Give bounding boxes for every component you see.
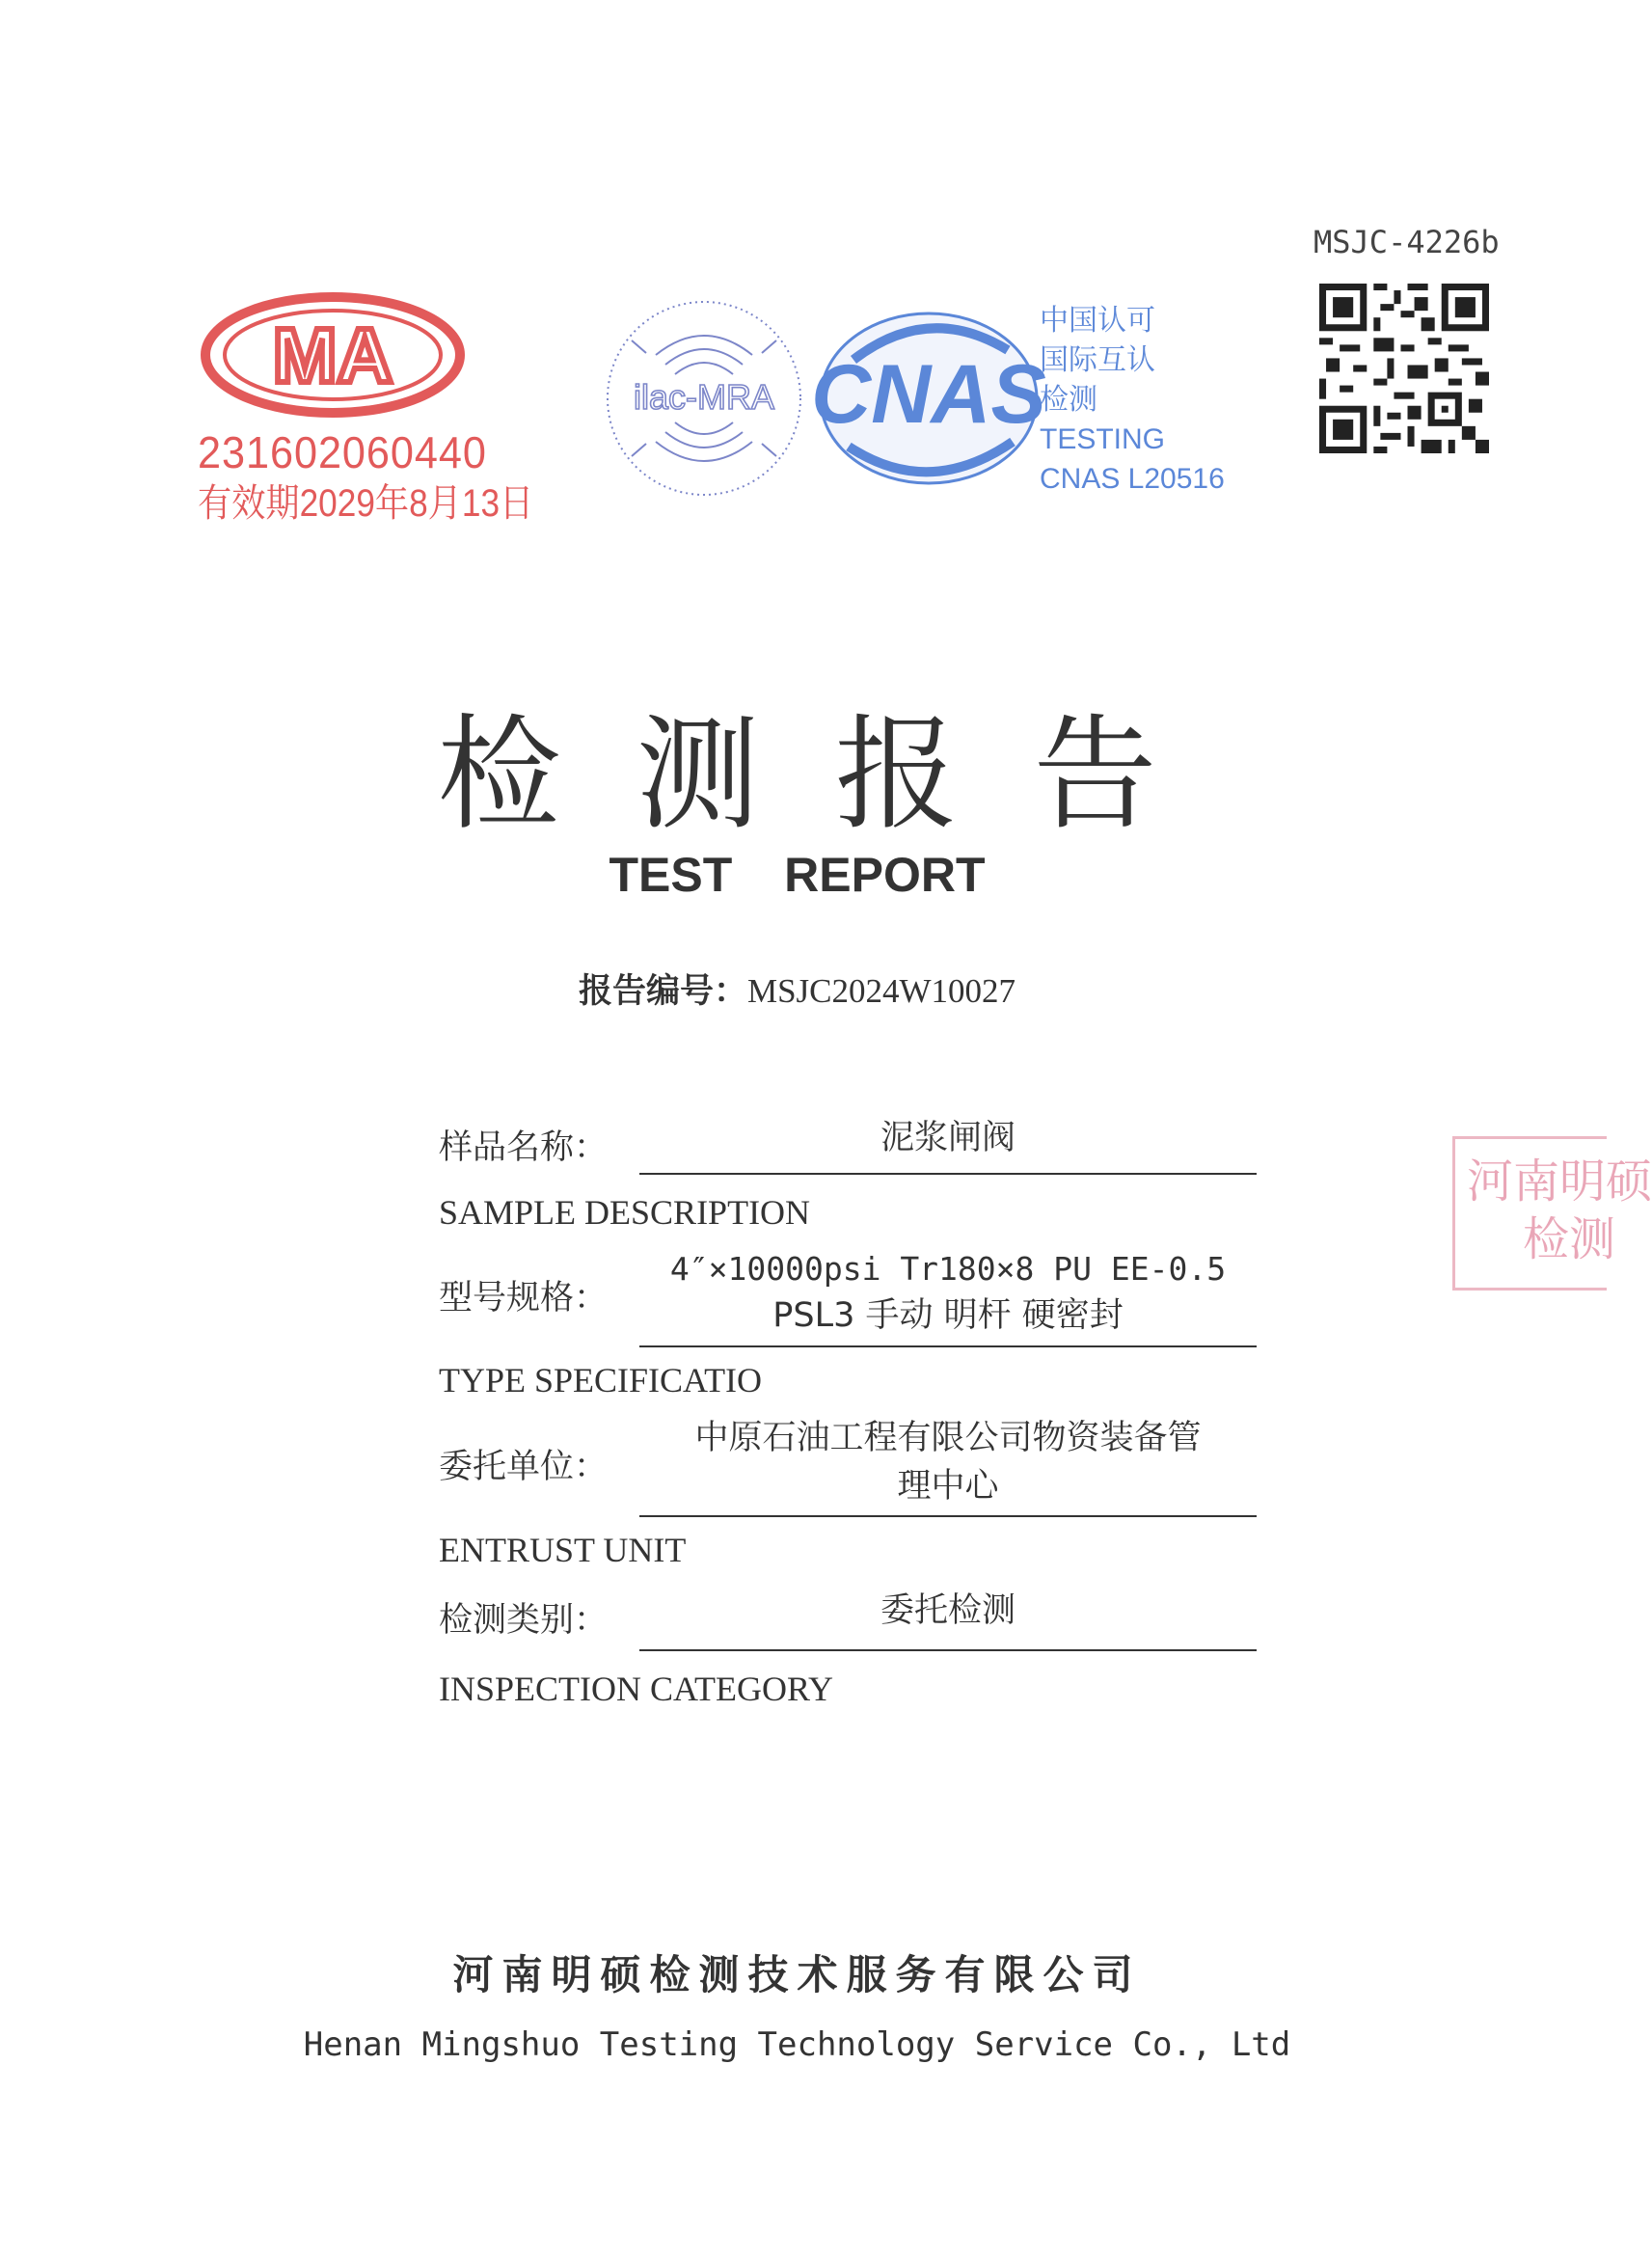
ilac-mra-icon (603, 297, 805, 500)
ma-cert-number: 231602060440 (198, 427, 487, 477)
field-label-zh: 检测类别： (439, 1601, 609, 1640)
field-entrust-unit (439, 1413, 1259, 1519)
qr-code-icon (1319, 284, 1489, 453)
cnas-line-2: 国际互认 (1040, 343, 1155, 377)
company-name-en: Henan Mingshuo Testing Technology Service Co., Ltd (303, 2025, 1291, 2064)
ma-logo-text: MA (272, 312, 393, 398)
side-seal-line-2: 检测 (1523, 1212, 1616, 1266)
field-label-zh: 委托单位： (439, 1448, 609, 1486)
field-label-en: INSPECTION CATEGORY (439, 1670, 834, 1708)
cnas-logo-icon (811, 307, 1046, 490)
field-label-zh: 样品名称： (439, 1128, 609, 1167)
cnas-logo-text: CNAS (811, 348, 1046, 441)
company-name-zh: 河南明硕检测技术服务有限公司 (452, 1951, 1142, 1998)
field-value-line-2: 理中心 (897, 1467, 999, 1506)
field-underline (639, 1173, 1257, 1175)
field-value: 委托检测 (880, 1591, 1016, 1630)
field-underline (639, 1345, 1257, 1347)
cnas-caption (1040, 301, 1225, 499)
ma-seal-icon (198, 289, 468, 424)
report-number (0, 964, 1594, 1013)
cnas-line-4: TESTING (1040, 423, 1166, 455)
cnas-line-3: 检测 (1040, 383, 1097, 417)
ma-validity: 有效期2029年8月13日 (198, 482, 534, 525)
field-type-specification (439, 1244, 1259, 1350)
document-code: MSJC-4226b (1313, 224, 1500, 260)
report-number-value: MSJC2024W10027 (746, 972, 1016, 1010)
report-title-en: TEST REPORT (609, 848, 986, 902)
field-label-zh: 型号规格： (439, 1279, 609, 1318)
field-underline (639, 1649, 1257, 1651)
side-seal-stamp (1452, 1136, 1652, 1291)
ma-seal (198, 289, 534, 526)
cnas-line-1: 中国认可 (1040, 304, 1155, 338)
side-seal-line-1: 河南明硕 (1467, 1155, 1652, 1209)
field-value: 泥浆闸阀 (880, 1119, 1016, 1157)
field-label-en: TYPE SPECIFICATIO (439, 1361, 763, 1399)
field-underline (639, 1515, 1257, 1517)
field-label-en: SAMPLE DESCRIPTION (439, 1193, 811, 1232)
field-value-line-1: 4″×10000psi Tr180×8 PU EE-0.5 (669, 1250, 1227, 1288)
field-inspection-category (439, 1591, 1259, 1659)
cnas-line-5: CNAS L20516 (1040, 463, 1225, 495)
report-number-label: 报告编号： (578, 972, 747, 1011)
report-title-zh: 检测报告 (437, 703, 1232, 847)
ilac-logo-text: ilac-MRA (633, 377, 775, 417)
field-label-en: ENTRUST UNIT (439, 1531, 687, 1569)
field-value-line-2: PSL3 手动 明杆 硬密封 (772, 1296, 1124, 1335)
field-value-line-1: 中原石油工程有限公司物资装备管 (694, 1419, 1202, 1457)
